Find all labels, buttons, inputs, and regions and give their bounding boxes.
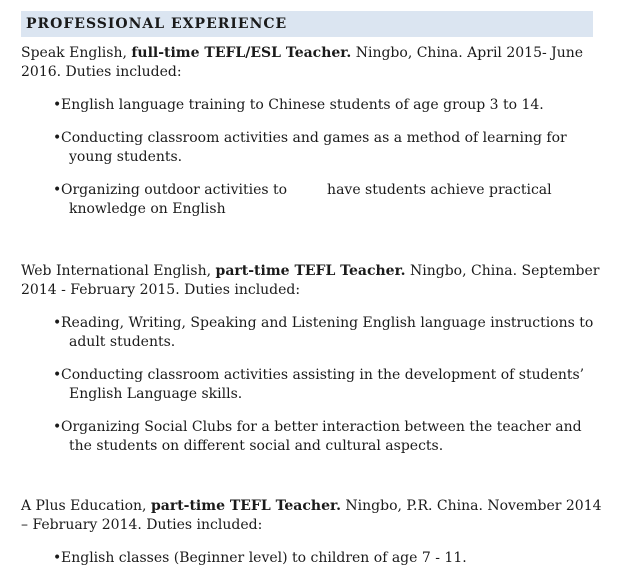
bullet-icon: • (53, 130, 62, 146)
duties-list (21, 96, 611, 219)
job-role: part-time TEFL Teacher. (150, 498, 341, 514)
bullet-icon: • (53, 182, 62, 198)
job-entry-speak-english (21, 44, 611, 233)
job-entry-a-plus-education (21, 497, 611, 582)
employer-name: Web International English, (21, 263, 216, 279)
job-role: part-time TEFL Teacher. (215, 263, 406, 279)
duties-list (21, 314, 611, 456)
list-item (21, 129, 599, 167)
duties-list (21, 549, 611, 568)
duty-text: have students achieve practical knowledge on English (69, 182, 552, 217)
job-details: Ningbo, P.R. China. November 2014 – February 2014. Duties included: (21, 498, 602, 533)
duty-text: Organizing outdoor activities to (61, 182, 288, 198)
job-entry-web-international (21, 262, 611, 470)
section-title: PROFESSIONAL EXPERIENCE (21, 11, 593, 37)
duty-text: Conducting classroom activities assisting in the development of students’ English Language skills. (61, 367, 585, 402)
bullet-icon: • (53, 367, 62, 383)
employer-name: Speak English, (21, 45, 132, 61)
bullet-icon: • (53, 315, 62, 331)
job-intro (21, 262, 611, 300)
bullet-icon: • (53, 97, 62, 113)
list-item (21, 181, 599, 219)
job-role: full-time TEFL/ESL Teacher. (131, 45, 352, 61)
duty-text: Conducting classroom activities and games as a method of learning for young students. (61, 130, 567, 165)
duty-text: Reading, Writing, Speaking and Listening English language instructions to adult students. (61, 315, 594, 350)
list-item (21, 366, 599, 404)
duty-text: English classes (Beginner level) to children of age 7 - 11. (61, 550, 467, 566)
job-details: Ningbo, China. September 2014 - February 2015. Duties included: (21, 263, 600, 298)
bullet-icon: • (53, 419, 62, 435)
job-intro (21, 497, 611, 535)
bullet-icon: • (53, 550, 62, 566)
list-item (21, 418, 599, 456)
job-intro (21, 44, 611, 82)
list-item (21, 314, 599, 352)
duty-text: Organizing Social Clubs for a better interaction between the teacher and the students on different social and cultural aspects. (61, 419, 582, 454)
list-item (21, 96, 599, 115)
list-item (21, 549, 599, 568)
duty-text: English language training to Chinese students of age group 3 to 14. (61, 97, 544, 113)
job-details: Ningbo, China. April 2015- June 2016. Duties included: (21, 45, 584, 80)
employer-name: A Plus Education, (21, 498, 151, 514)
